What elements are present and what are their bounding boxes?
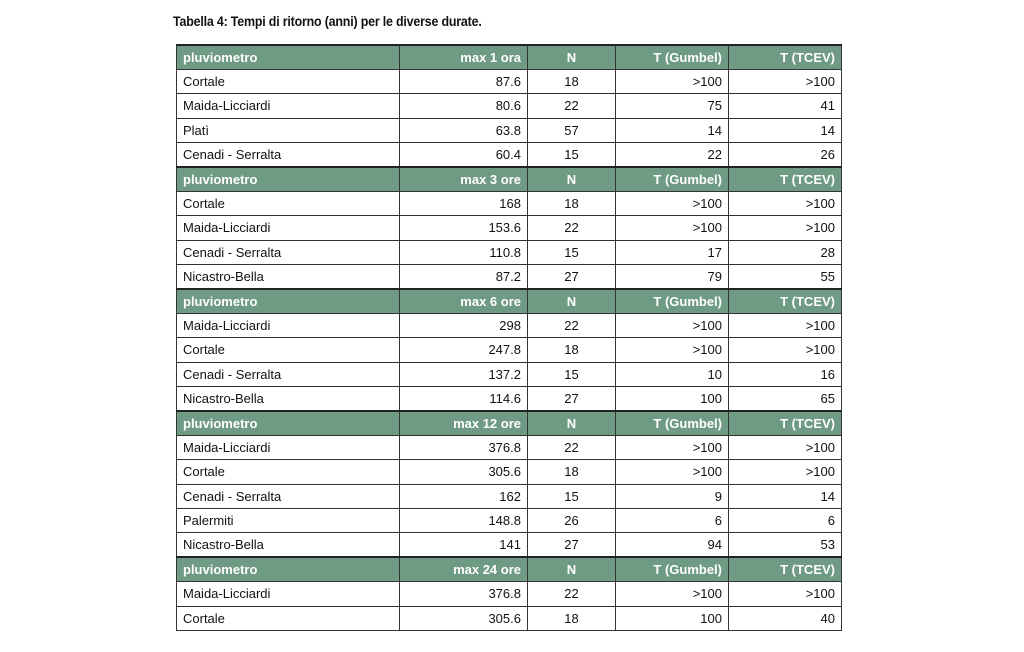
cell-max-value: 114.6 (400, 386, 528, 411)
return-periods-table (176, 44, 842, 631)
header-cell-max-value: max 24 ore (400, 557, 528, 582)
cell-max-value: 305.6 (400, 460, 528, 484)
header-cell-max-value: max 6 ore (400, 289, 528, 314)
header-cell-station: pluviometro (177, 289, 400, 314)
cell-station: Cortale (177, 606, 400, 630)
cell-n-years: 15 (528, 484, 616, 508)
cell-t-gumbel: 14 (616, 118, 729, 142)
table-body (177, 45, 842, 630)
cell-t-tcev: 6 (729, 508, 842, 532)
table-row (177, 142, 842, 167)
table-row (177, 362, 842, 386)
section-header-row (177, 557, 842, 582)
cell-station: Platì (177, 118, 400, 142)
header-cell-t-tcev: T (TCEV) (729, 411, 842, 436)
header-cell-n-years: N (528, 411, 616, 436)
table-row (177, 460, 842, 484)
cell-t-tcev: 16 (729, 362, 842, 386)
cell-t-gumbel: 79 (616, 264, 729, 289)
cell-t-gumbel: 17 (616, 240, 729, 264)
cell-t-gumbel: 10 (616, 362, 729, 386)
header-cell-t-tcev: T (TCEV) (729, 45, 842, 70)
cell-t-tcev: 41 (729, 94, 842, 118)
cell-t-gumbel: 75 (616, 94, 729, 118)
header-cell-station: pluviometro (177, 411, 400, 436)
cell-t-tcev: >100 (729, 582, 842, 606)
header-cell-t-gumbel: T (Gumbel) (616, 45, 729, 70)
table-row (177, 314, 842, 338)
cell-t-tcev: >100 (729, 216, 842, 240)
cell-station: Cortale (177, 338, 400, 362)
cell-n-years: 15 (528, 142, 616, 167)
cell-n-years: 27 (528, 386, 616, 411)
cell-station: Cenadi - Serralta (177, 484, 400, 508)
table-row (177, 192, 842, 216)
header-cell-t-tcev: T (TCEV) (729, 167, 842, 192)
header-cell-n-years: N (528, 167, 616, 192)
cell-t-gumbel: 100 (616, 606, 729, 630)
cell-max-value: 87.2 (400, 264, 528, 289)
cell-station: Maida-Licciardi (177, 582, 400, 606)
cell-n-years: 18 (528, 192, 616, 216)
cell-station: Palermiti (177, 508, 400, 532)
header-cell-t-gumbel: T (Gumbel) (616, 289, 729, 314)
header-cell-max-value: max 3 ore (400, 167, 528, 192)
section-header-row (177, 289, 842, 314)
cell-n-years: 22 (528, 436, 616, 460)
cell-t-gumbel: 6 (616, 508, 729, 532)
cell-t-tcev: 14 (729, 484, 842, 508)
cell-t-tcev: 14 (729, 118, 842, 142)
table-row (177, 216, 842, 240)
cell-n-years: 26 (528, 508, 616, 532)
header-cell-n-years: N (528, 289, 616, 314)
header-cell-n-years: N (528, 45, 616, 70)
cell-t-gumbel: 22 (616, 142, 729, 167)
header-cell-t-tcev: T (TCEV) (729, 289, 842, 314)
cell-n-years: 27 (528, 533, 616, 558)
cell-station: Cenadi - Serralta (177, 240, 400, 264)
cell-t-gumbel: >100 (616, 582, 729, 606)
cell-max-value: 141 (400, 533, 528, 558)
cell-max-value: 376.8 (400, 582, 528, 606)
header-cell-t-gumbel: T (Gumbel) (616, 411, 729, 436)
cell-station: Nicastro-Bella (177, 264, 400, 289)
cell-t-gumbel: 9 (616, 484, 729, 508)
cell-max-value: 376.8 (400, 436, 528, 460)
cell-max-value: 298 (400, 314, 528, 338)
cell-t-tcev: >100 (729, 70, 842, 94)
cell-station: Nicastro-Bella (177, 533, 400, 558)
cell-t-gumbel: 100 (616, 386, 729, 411)
header-cell-t-gumbel: T (Gumbel) (616, 167, 729, 192)
header-cell-max-value: max 12 ore (400, 411, 528, 436)
cell-t-gumbel: >100 (616, 460, 729, 484)
header-cell-max-value: max 1 ora (400, 45, 528, 70)
cell-t-tcev: >100 (729, 460, 842, 484)
cell-station: Maida-Licciardi (177, 314, 400, 338)
cell-n-years: 22 (528, 94, 616, 118)
cell-station: Cortale (177, 70, 400, 94)
cell-station: Cortale (177, 460, 400, 484)
table-row (177, 94, 842, 118)
cell-t-gumbel: >100 (616, 314, 729, 338)
header-cell-station: pluviometro (177, 557, 400, 582)
cell-t-tcev: 53 (729, 533, 842, 558)
cell-t-tcev: >100 (729, 338, 842, 362)
cell-max-value: 162 (400, 484, 528, 508)
cell-max-value: 110.8 (400, 240, 528, 264)
table-row (177, 484, 842, 508)
header-cell-t-tcev: T (TCEV) (729, 557, 842, 582)
header-cell-station: pluviometro (177, 45, 400, 70)
cell-station: Nicastro-Bella (177, 386, 400, 411)
cell-max-value: 63.8 (400, 118, 528, 142)
cell-station: Maida-Licciardi (177, 436, 400, 460)
cell-t-gumbel: >100 (616, 216, 729, 240)
table-row (177, 70, 842, 94)
table-caption: Tabella 4: Tempi di ritorno (anni) per le diverse durate. (173, 14, 482, 29)
cell-t-gumbel: >100 (616, 338, 729, 362)
table-row (177, 436, 842, 460)
cell-station: Cortale (177, 192, 400, 216)
cell-t-tcev: 28 (729, 240, 842, 264)
cell-n-years: 18 (528, 338, 616, 362)
cell-max-value: 87.6 (400, 70, 528, 94)
header-cell-n-years: N (528, 557, 616, 582)
cell-max-value: 305.6 (400, 606, 528, 630)
table-row (177, 240, 842, 264)
cell-max-value: 153.6 (400, 216, 528, 240)
cell-t-tcev: >100 (729, 314, 842, 338)
cell-n-years: 22 (528, 314, 616, 338)
cell-n-years: 15 (528, 240, 616, 264)
cell-n-years: 57 (528, 118, 616, 142)
cell-max-value: 148.8 (400, 508, 528, 532)
cell-max-value: 168 (400, 192, 528, 216)
cell-n-years: 18 (528, 606, 616, 630)
cell-t-tcev: 55 (729, 264, 842, 289)
cell-t-gumbel: >100 (616, 192, 729, 216)
cell-station: Cenadi - Serralta (177, 362, 400, 386)
cell-t-tcev: 65 (729, 386, 842, 411)
section-header-row (177, 167, 842, 192)
table-row (177, 386, 842, 411)
cell-max-value: 60.4 (400, 142, 528, 167)
header-cell-t-gumbel: T (Gumbel) (616, 557, 729, 582)
table-row (177, 118, 842, 142)
cell-n-years: 22 (528, 216, 616, 240)
cell-max-value: 137.2 (400, 362, 528, 386)
table-row (177, 606, 842, 630)
cell-t-gumbel: >100 (616, 436, 729, 460)
cell-n-years: 15 (528, 362, 616, 386)
cell-t-tcev: 26 (729, 142, 842, 167)
table-row (177, 338, 842, 362)
cell-station: Cenadi - Serralta (177, 142, 400, 167)
cell-t-tcev: >100 (729, 192, 842, 216)
table-row (177, 264, 842, 289)
header-cell-station: pluviometro (177, 167, 400, 192)
cell-station: Maida-Licciardi (177, 216, 400, 240)
cell-max-value: 247.8 (400, 338, 528, 362)
cell-n-years: 18 (528, 460, 616, 484)
cell-n-years: 22 (528, 582, 616, 606)
cell-station: Maida-Licciardi (177, 94, 400, 118)
section-header-row (177, 45, 842, 70)
table-row (177, 508, 842, 532)
cell-t-tcev: >100 (729, 436, 842, 460)
cell-n-years: 27 (528, 264, 616, 289)
cell-max-value: 80.6 (400, 94, 528, 118)
cell-n-years: 18 (528, 70, 616, 94)
section-header-row (177, 411, 842, 436)
cell-t-gumbel: >100 (616, 70, 729, 94)
cell-t-gumbel: 94 (616, 533, 729, 558)
table-row (177, 533, 842, 558)
cell-t-tcev: 40 (729, 606, 842, 630)
table-row (177, 582, 842, 606)
